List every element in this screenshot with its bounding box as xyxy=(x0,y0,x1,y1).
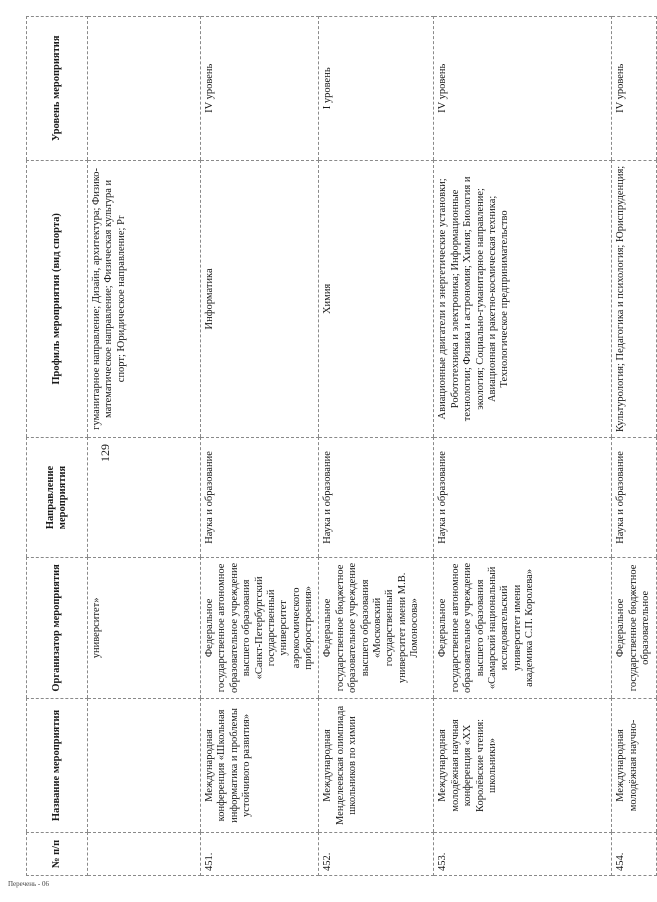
cell-level: IV уровень xyxy=(201,17,319,161)
cell-name: Международная Менделеевская олимпиада школьников по химии xyxy=(319,698,434,832)
cell-level: IV уровень xyxy=(612,17,656,161)
cell-organizer: Федеральное государственное бюджетное образовательное xyxy=(612,557,656,698)
cell-profile: Химия xyxy=(319,160,434,438)
cell-num: 453. xyxy=(434,832,612,875)
cell-profile: Авиационные двигатели и энергетические установки; Робототехника и электроника; Информационные технологии; Физика и астрономия; Химия; Биология и экология; Социально-гуманитарное направление; Авиационная и ракетно-космическая техника; Технологическое предпринимательство xyxy=(434,160,612,438)
cell-direction: Наука и образование xyxy=(319,438,434,558)
table-row xyxy=(319,17,434,876)
cell-level: I уровень xyxy=(319,17,434,161)
cell-num: 452. xyxy=(319,832,434,875)
cell-name: Международная молодёжная научно- xyxy=(612,698,656,832)
header-profile: Профиль мероприятия (вид спорта) xyxy=(27,160,88,438)
footer-text: Перечень - 06 xyxy=(8,880,49,888)
table-row xyxy=(434,17,612,876)
cell-profile: гуманитарное направление; Дизайн, архитектура; Физико-математическое направление; Физическая культура и спорт; Юридическое направление; Pr xyxy=(88,160,201,438)
header-direction: Направление мероприятия xyxy=(27,438,88,558)
cell-direction: Наука и образование xyxy=(434,438,612,558)
header-level: Уровень мероприятия xyxy=(27,17,88,161)
cell-direction xyxy=(88,438,201,558)
table-header-row xyxy=(27,17,88,876)
header-organizer: Организатор мероприятия xyxy=(27,557,88,698)
table-row xyxy=(88,17,201,876)
table-row xyxy=(201,17,319,876)
cell-profile: Культурология; Педагогика и психология; Юриспруденция; xyxy=(612,160,656,438)
cell-level: IV уровень xyxy=(434,17,612,161)
cell-num: 454. xyxy=(612,832,656,875)
header-name: Название мероприятия xyxy=(27,698,88,832)
cell-organizer: Федеральное государственное бюджетное образовательное учреждение высшего образования «Московский государственный университет имени М.В. Ломоносова» xyxy=(319,557,434,698)
cell-organizer: Федеральное государственное автономное образовательное учреждение высшего образования «Самарский национальный исследовательский университет имени академика С.П. Королева» xyxy=(434,557,612,698)
page-number: 129 xyxy=(98,444,112,462)
cell-name xyxy=(88,698,201,832)
cell-name: Международная молодёжная научная конференция «XX Королёвские чтения: школьники» xyxy=(434,698,612,832)
cell-level xyxy=(88,17,201,161)
header-num: № п/п xyxy=(27,832,88,875)
cell-direction: Наука и образование xyxy=(612,438,656,558)
cell-organizer: Федеральное государственное автономное образовательное учреждение высшего образования «Санкт-Петербургский государственный университет аэрокосмического приборостроения» xyxy=(201,557,319,698)
cell-direction: Наука и образование xyxy=(201,438,319,558)
cell-profile: Информатика xyxy=(201,160,319,438)
cell-name: Международная конференция «Школьная информатика и проблемы устойчивого развития» xyxy=(201,698,319,832)
cell-num xyxy=(88,832,201,875)
cell-organizer: университет» xyxy=(88,557,201,698)
events-table xyxy=(26,16,657,876)
table-row xyxy=(612,17,656,876)
cell-num: 451. xyxy=(201,832,319,875)
